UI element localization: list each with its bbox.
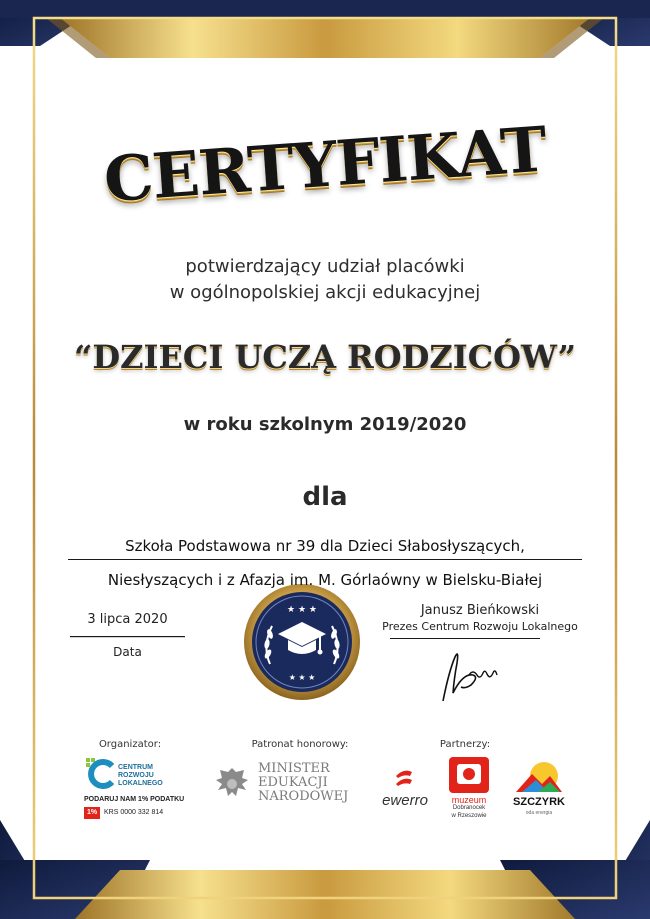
svg-text:★ ★ ★: ★ ★ ★ [288,673,316,682]
crl-line-3: LOKALNEGO [118,780,163,787]
subtitle-line-2: w ogólnopolskiej akcji edukacyjnej [169,282,481,303]
ewerro-logo-icon [392,768,416,790]
certificate-title: CERTYFIKAT [101,112,549,217]
ewerro-name: ewerro [382,792,428,809]
action-name: “DZIECI UCZĄ RODZICÓW” [74,338,576,376]
tv-screen-icon [448,756,490,794]
partner-szczyrk-logo [508,758,570,820]
crl-tax-text: PODARUJ NAM 1% PODATKU [84,796,185,803]
for-label: dla [302,482,348,512]
date-label: Data [113,645,142,659]
ministry-line-1: MINISTER [258,761,330,776]
school-year: w roku szkolnym 2019/2020 [183,414,467,435]
museum-line-3: w Rzeszowie [451,813,487,819]
crl-krs: KRS 0000 332 814 [104,809,164,816]
school-name-line-2: Niesłyszących i z Afazja im. M. Górlaówny w Bielsku-Białej [107,571,543,589]
ministry-logo [214,762,364,812]
mountains-icon [514,758,564,794]
crl-line-2: ROZWOJU [118,772,154,779]
ministry-line-3: NARODOWEJ [258,789,349,804]
date-value: 3 lipca 2020 [87,612,168,627]
szczyrk-name: SZCZYRK [513,796,565,808]
crl-logo-icon [84,756,118,790]
school-name-rule [68,559,582,560]
signature [435,645,525,705]
signer-role: Prezes Centrum Rozwoju Lokalnego [382,620,578,633]
szczyrk-tagline: oda energia [525,810,553,816]
organizer-logo [84,756,194,826]
signer-name: Janusz Bieńkowski [420,603,540,618]
partners-label: Partnerzy: [439,739,491,750]
organizer-label: Organizator: [98,739,162,750]
school-name-line-1: Szkoła Podstawowa nr 39 dla Dzieci Słabosłyszących, [125,537,525,555]
museum-line-2: Dobranocek [452,805,486,811]
graduation-cap-icon [276,618,328,664]
partner-museum-logo [446,756,492,824]
crl-one-percent: 1% [84,807,100,819]
partner-ewerro-logo [370,768,440,812]
eagle-emblem-icon [214,764,250,804]
svg-text:★ ★ ★: ★ ★ ★ [287,605,317,615]
museum-line-1: muzeum [451,795,487,805]
subtitle-line-1: potwierdzający udział placówki [185,256,465,277]
crl-line-1: CENTRUM [118,764,153,771]
ministry-line-2: EDUKACJI [258,775,328,790]
patronage-label: Patronat honorowy: [251,739,349,750]
